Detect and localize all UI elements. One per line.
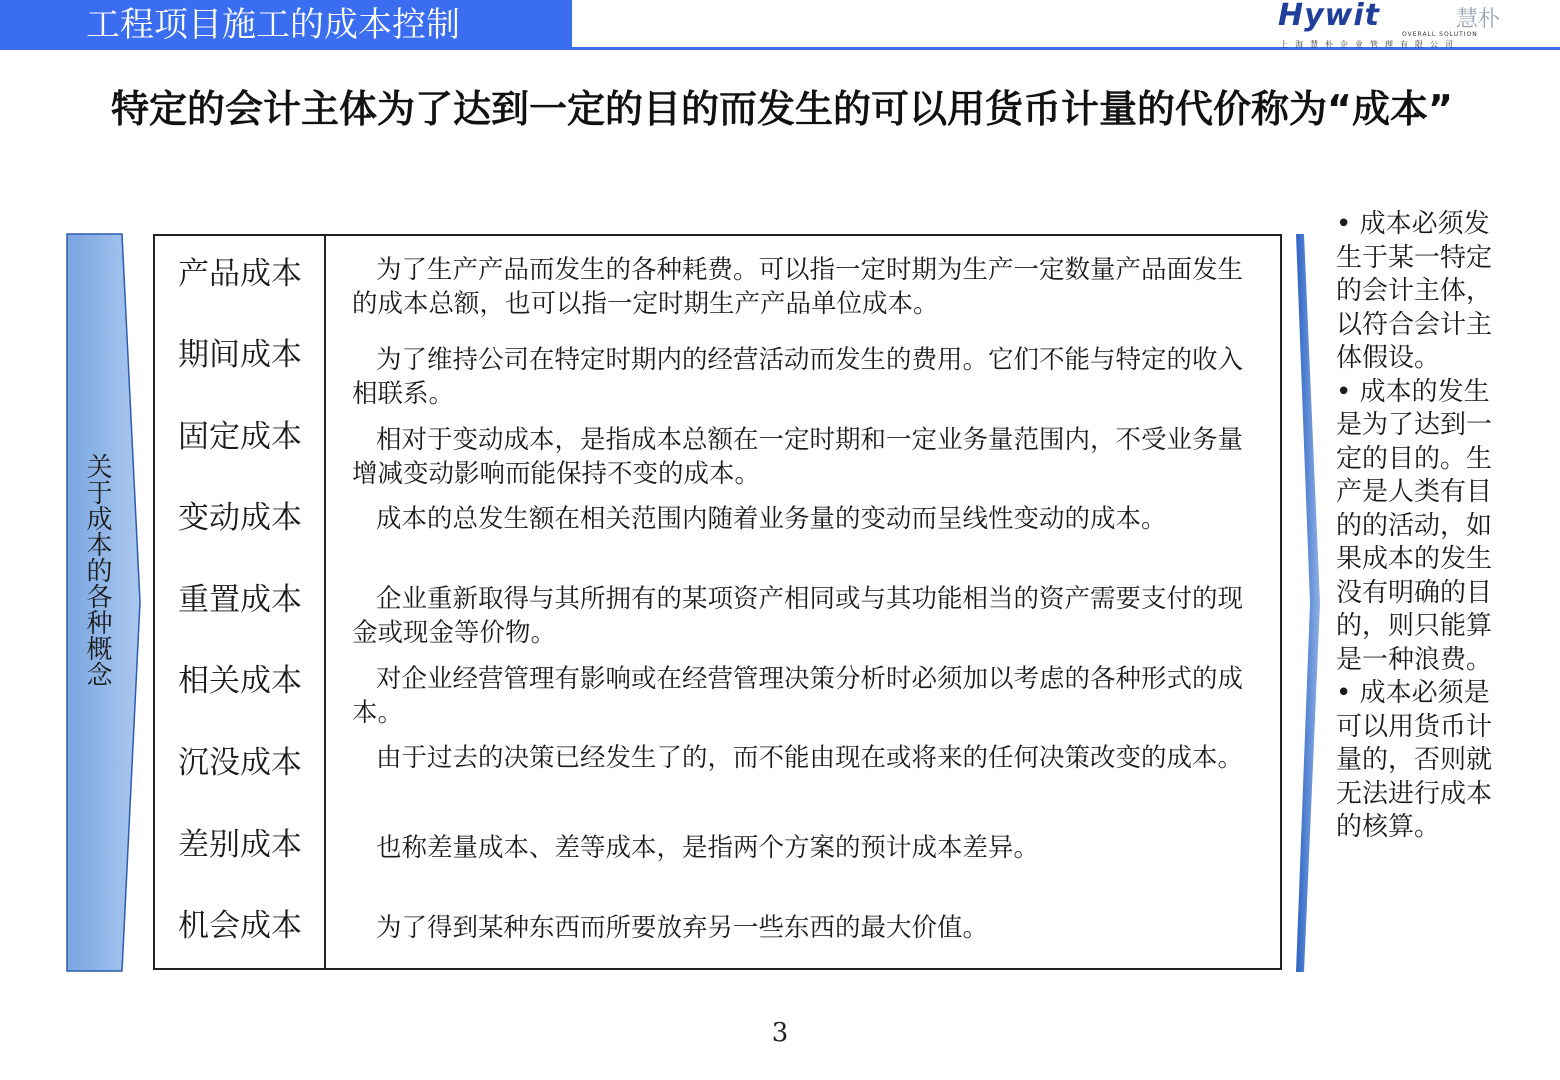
logo-chinese: 慧朴 [1456, 7, 1501, 32]
term-variable-cost: 变动成本 [178, 500, 302, 536]
company-logo [1278, 2, 1554, 48]
definition-sunk-cost: 由于过去的决策已经发生了的，而不能由现在或将来的任何决策改变的成本。 [376, 743, 1244, 773]
concept-side-label [66, 233, 146, 972]
side-label-text: 关于成本的各种概念 [82, 453, 112, 687]
definition-product-cost: 为了生产产品而发生的各种耗费。可以指一定时期为生产一定数量产品面发生的成本总额，也可以指一定时期生产产品单位成本。 [352, 255, 1244, 319]
note-item: • 成本必须发生于某一特定的会计主体，以符合会计主体假设。 [1336, 209, 1493, 373]
term-sunk-cost: 沉没成本 [178, 745, 302, 781]
right-chevron-shape [1292, 234, 1322, 972]
header-bar [0, 0, 572, 50]
definition-fixed-cost: 相对于变动成本，是指成本总额在一定时期和一定业务量范围内，不受业务量增减变动影响而能保持不变的成本。 [352, 425, 1244, 489]
definition-differential-cost: 也称差量成本、差等成本，是指两个方案的预计成本差异。 [376, 833, 1040, 863]
definition-variable-cost: 成本的总发生额在相关范围内随着业务量的变动而呈线性变动的成本。 [376, 504, 1167, 534]
note-item: • 成本的发生是为了达到一定的目的。生产是人类有目的的活动，如果成本的发生没有明确的目的，则只能算是一种浪费。 [1336, 376, 1493, 675]
page-number: 3 [771, 1018, 789, 1048]
slide-title: 工程项目施工的成本控制 [86, 5, 460, 45]
term-relevant-cost: 相关成本 [178, 663, 302, 699]
main-title: 特定的会计主体为了达到一定的目的而发生的可以用货币计量的代价称为“成本” [111, 87, 1453, 131]
note-item: • 成本必须是可以用货币计量的，否则就无法进行成本的核算。 [1336, 678, 1493, 842]
table-divider [324, 234, 326, 970]
notes-list [1336, 208, 1512, 845]
term-product-cost: 产品成本 [178, 256, 302, 292]
definition-opportunity-cost: 为了得到某种东西而所要放弃另一些东西的最大价值。 [376, 913, 989, 943]
term-opportunity-cost: 机会成本 [178, 908, 302, 944]
logo-company-name: 上海慧朴企业管理有限公司 [1280, 40, 1460, 49]
logo-wordmark: Hywit [1278, 0, 1381, 33]
definition-replacement-cost: 企业重新取得与其所拥有的某项资产相同或与其功能相当的资产需要支付的现金或现金等价物。 [352, 584, 1244, 648]
term-replacement-cost: 重置成本 [178, 582, 302, 618]
definition-relevant-cost: 对企业经营管理有影响或在经营管理决策分析时必须加以考虑的各种形式的成本。 [352, 664, 1244, 728]
term-period-cost: 期间成本 [178, 337, 302, 373]
term-differential-cost: 差别成本 [178, 827, 302, 863]
logo-tagline: OVERALL SOLUTION [1402, 31, 1478, 38]
definition-period-cost: 为了维持公司在特定时期内的经营活动而发生的费用。它们不能与特定的收入相联系。 [352, 345, 1244, 409]
term-fixed-cost: 固定成本 [178, 419, 302, 455]
